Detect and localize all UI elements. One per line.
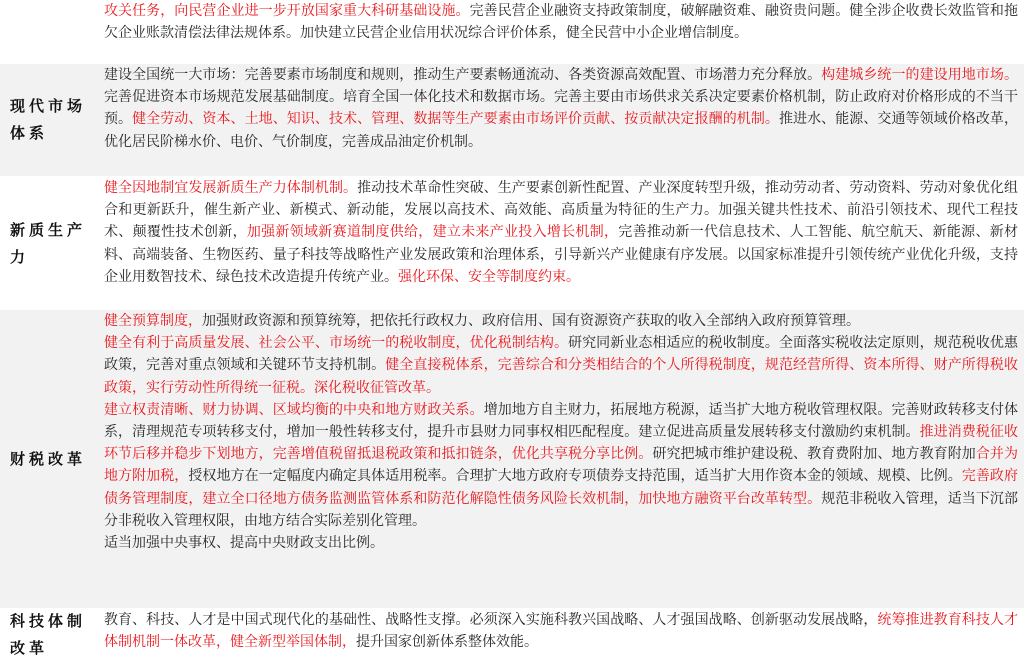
paragraph — [104, 310, 1018, 332]
row-content-tech-reform — [100, 609, 1024, 660]
highlighted-text: 建立权责清晰、财力协调、区域均衡的中央和地方财政关系。 — [104, 401, 484, 418]
row-label — [0, 0, 100, 64]
paragraph — [104, 64, 1018, 153]
body-text: 推动技术革命性突破、生产要素创新性配置、产业深度转型升级，推动劳动者、劳动资料、劳动对象优化组合和更新跃升，催生新产业、新模式、新动能，发展以高技术、高效能、高质量为特征的生产力。加强关键共性技术、前沿引领技术、现代工程技术、颠覆性技术创新， — [104, 180, 1018, 241]
body-text: 增加地方自主财力，拓展地方税源，适当扩大地方税收管理权限。完善财政转移支付体系，清理规范专项转移支付，增加一般性转移支付，提升市县财力同事权相匹配程度。建立促进高质量发展转移支付激励约束机制。 — [104, 401, 1018, 441]
paragraph — [104, 177, 1018, 288]
table-row-market-system — [0, 64, 1024, 176]
highlighted-text: 强化环保、安全等制度约束。 — [398, 268, 580, 285]
highlighted-text: 完善政府债务管理制度，建立全口径地方债务监测监管体系和防范化解隐性债务风险长效机制，加快地方融资平台改革转型。 — [104, 468, 1018, 507]
highlighted-text: 统筹推进教育科技人才体制机制一体改革，健全新型举国体制， — [104, 612, 1018, 651]
body-text: 教育、科技、人才是中国式现代化的基础性、战略性支撑。必须深入实施科教兴国战略、人才强国战略、创新驱动发展战略， — [104, 612, 878, 628]
row-label-fiscal-reform: 财税改革 — [0, 310, 100, 608]
highlighted-text: 健全直接税体系，完善综合和分类相结合的个人所得税制度，规范经营所得、资本所得、财产所得税收政策，实行劳动性所得统一征税。深化税收征管改革。 — [104, 357, 1018, 396]
highlighted-text: 合并为地方附加税， — [104, 446, 1018, 485]
paragraph — [104, 609, 1018, 653]
paragraph — [104, 532, 1018, 554]
body-text: 适当加强中央事权、提高中央财政支出比例。 — [104, 535, 384, 552]
highlighted-text: 健全预算制度， — [104, 313, 202, 329]
highlighted-text: 加强新领域新赛道制度供给，建立未来产业投入增长机制， — [246, 224, 619, 241]
highlighted-text: 健全因地制宜发展新质生产力体制机制。 — [104, 180, 358, 196]
body-text: 规范非税收入管理，适当下沉部分非税收入管理权限，由地方结合实际差别化管理。 — [104, 490, 1018, 529]
body-text: 提升国家创新体系整体效能。 — [356, 634, 538, 651]
row-content-fiscal-reform — [100, 310, 1024, 608]
highlighted-text: 攻关任务，向民营企业进一步开放国家重大科研基础设施。 — [104, 3, 470, 19]
table-row-tech-reform — [0, 608, 1024, 660]
table-row-continuation — [0, 0, 1024, 64]
row-content-productivity — [100, 177, 1024, 310]
highlighted-text: 健全有利于高质量发展、社会公平、市场统一的税收制度，优化税制结构。 — [104, 335, 569, 352]
paragraph — [104, 399, 1018, 532]
body-text: 加强财政资源和预算统筹，把依托行政权力、政府信用、国有资源资产获取的收入全部纳入政府预算管理。 — [202, 313, 860, 329]
body-text: 研究同新业态相适应的税收制度。全面落实税收法定原则，规范税收优惠政策，完善对重点领域和关键环节支持机制。 — [104, 335, 1018, 374]
paragraph — [104, 0, 1018, 44]
row-content-market-system — [100, 64, 1024, 176]
body-text: 研究把城市维护建设税、教育费附加、地方教育附加 — [652, 446, 976, 463]
body-text: 完善推动新一代信息技术、人工智能、航空航天、新能源、新材料、高端装备、生物医药、量子科技等战略性产业发展政策和治理体系，引导新兴产业健康有序发展。以国家标准提升引领传统产业优化升级，支持企业用数智技术、绿色技术改造提升传统产业。 — [104, 224, 1019, 285]
body-text: 完善民营企业融资支持政策制度，破解融资难、融资贵问题。健全涉企收费长效监管和拖欠企业账款清偿法律法规体系。加快建立民营企业信用状况综合评价体系，健全民营中小企业增信制度。 — [104, 3, 1018, 42]
body-text: 推进水、能源、交通等领域价格改革，优化居民阶梯水价、电价、气价制度，完善成品油定价机制。 — [104, 111, 1018, 150]
highlighted-text: 构建城乡统一的建设用地市场。 — [821, 67, 1018, 83]
highlighted-text: 推进消费税征收环节后移并稳步下划地方，完善增值税留抵退税政策和抵扣链条，优化共享税分享比例。 — [104, 424, 1018, 463]
highlighted-text: 健全劳动、资本、土地、知识、技术、管理、数据等生产要素由市场评价贡献、按贡献决定报酬的机制。 — [132, 111, 779, 128]
row-label-tech-reform: 科技体制改革 — [10, 611, 87, 657]
table-row-productivity — [0, 176, 1024, 310]
row-label-productivity: 新质生产力 — [10, 220, 87, 266]
paragraph — [104, 332, 1018, 399]
body-text: 完善促进资本市场规范发展基础制度。培育全国一体化技术和数据市场。完善主要由市场供求关系决定要素价格机制，防止政府对价格形成的不当干预。 — [104, 89, 1018, 128]
row-label-market-system: 现代市场体系 — [0, 64, 100, 176]
body-text: 授权地方在一定幅度内确定具体适用税率。合理扩大地方政府专项债券支持范围，适当扩大用作资本金的领域、规模、比例。 — [188, 468, 962, 485]
row-content — [100, 0, 1024, 64]
table-row-fiscal-reform — [0, 310, 1024, 608]
body-text: 建设全国统一大市场：完善要素市场制度和规则，推动生产要素畅通流动、各类资源高效配置、市场潜力充分释放。 — [104, 67, 822, 83]
